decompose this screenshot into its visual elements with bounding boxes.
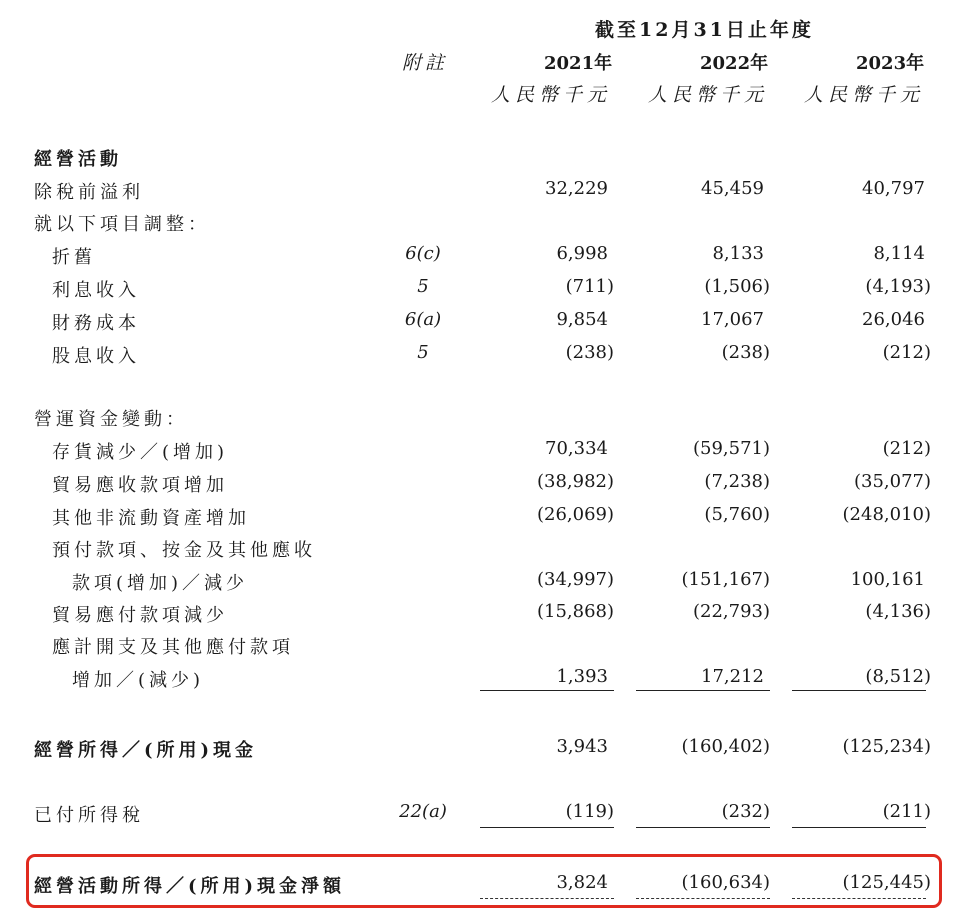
- row-label: 經營所得／(所用)現金: [34, 740, 258, 761]
- value-cell-2023: (211): [882, 801, 931, 822]
- row-label: 股息收入: [52, 346, 140, 367]
- unit-label-2021: 人民幣千元: [491, 84, 612, 106]
- value-cell-2021: 6,998: [556, 243, 608, 264]
- row-label: 貿易應收款項增加: [52, 475, 228, 496]
- unit-label-2022: 人民幣千元: [648, 84, 769, 106]
- value-cell-2022: (160,402): [681, 736, 770, 757]
- row-label: 折舊: [52, 247, 96, 268]
- year-header-2021: 2021年: [544, 53, 613, 74]
- row-label: 增加／(減少): [72, 670, 205, 691]
- subtotal-rule-2022-a: [636, 690, 770, 691]
- row-note: 6(a): [404, 309, 442, 330]
- row-label: 預付款項、按金及其他應收: [52, 540, 316, 561]
- value-cell-2022: 17,212: [701, 666, 764, 687]
- value-cell-2023: (4,136): [865, 601, 931, 622]
- row-label: 已付所得稅: [34, 805, 144, 826]
- value-cell-2021: (26,069): [536, 504, 614, 525]
- row-note: 5: [417, 342, 429, 363]
- row-label: 應計開支及其他應付款項: [52, 637, 294, 658]
- value-cell-2022: (232): [721, 801, 770, 822]
- row-label: 存貨減少／(增加): [52, 442, 229, 463]
- unit-label-2023: 人民幣千元: [804, 84, 925, 106]
- value-cell-2023: (4,193): [865, 276, 931, 297]
- value-cell-2022: (160,634): [681, 872, 770, 893]
- value-cell-2023: (212): [882, 438, 931, 459]
- value-cell-2023: (212): [882, 342, 931, 363]
- value-cell-2023: (35,077): [853, 471, 931, 492]
- value-cell-2021: 70,334: [545, 438, 608, 459]
- value-cell-2022: (22,793): [692, 601, 770, 622]
- value-cell-2022: 45,459: [701, 178, 764, 199]
- value-cell-2022: 17,067: [701, 309, 764, 330]
- value-cell-2023: 8,114: [873, 243, 925, 264]
- row-note: 5: [417, 276, 429, 297]
- value-cell-2021: 32,229: [545, 178, 608, 199]
- value-cell-2022: (151,167): [681, 569, 770, 590]
- value-cell-2022: (5,760): [704, 504, 770, 525]
- period-header: 截至12月31日止年度: [595, 19, 814, 41]
- row-label: 款項(增加)／減少: [72, 573, 249, 594]
- value-cell-2022: (238): [721, 342, 770, 363]
- row-label: 貿易應付款項減少: [52, 605, 228, 626]
- year-header-2022: 2022年: [700, 53, 769, 74]
- value-cell-2021: (34,997): [536, 569, 614, 590]
- row-note: 22(a): [399, 801, 447, 822]
- row-label: 其他非流動資產增加: [52, 508, 250, 529]
- subtotal-rule-2023-a: [792, 690, 926, 691]
- value-cell-2023: 26,046: [862, 309, 925, 330]
- value-cell-2021: (15,868): [536, 601, 614, 622]
- value-cell-2023: 40,797: [862, 178, 925, 199]
- value-cell-2021: (38,982): [536, 471, 614, 492]
- value-cell-2023: 100,161: [850, 569, 925, 590]
- subtotal-rule-2021-b: [480, 827, 614, 828]
- value-cell-2023: (125,445): [842, 872, 931, 893]
- row-label: 財務成本: [52, 313, 140, 334]
- row-label: 除稅前溢利: [34, 182, 144, 203]
- row-label: 經營活動: [34, 149, 122, 170]
- value-cell-2022: (7,238): [704, 471, 770, 492]
- value-cell-2021: 1,393: [556, 666, 608, 687]
- row-label: 經營活動所得／(所用)現金淨額: [34, 876, 346, 897]
- value-cell-2022: (59,571): [692, 438, 770, 459]
- note-column-header: 附註: [402, 52, 449, 74]
- subtotal-rule-2022-b: [636, 827, 770, 828]
- net-cash-highlight-box: [26, 854, 942, 908]
- row-label: 營運資金變動：: [34, 409, 188, 430]
- value-cell-2023: (8,512): [865, 666, 931, 687]
- value-cell-2022: (1,506): [704, 276, 770, 297]
- value-cell-2021: 3,943: [556, 736, 608, 757]
- year-header-2023: 2023年: [856, 53, 925, 74]
- value-cell-2021: (238): [565, 342, 614, 363]
- row-label: 利息收入: [52, 280, 140, 301]
- row-note: 6(c): [405, 243, 441, 264]
- value-cell-2021: 3,824: [556, 872, 608, 893]
- row-label: 就以下項目調整：: [34, 214, 210, 235]
- value-cell-2023: (248,010): [842, 504, 931, 525]
- value-cell-2021: (119): [565, 801, 614, 822]
- value-cell-2021: (711): [565, 276, 614, 297]
- subtotal-rule-2021-a: [480, 690, 614, 691]
- value-cell-2022: 8,133: [712, 243, 764, 264]
- value-cell-2023: (125,234): [842, 736, 931, 757]
- subtotal-rule-2023-b: [792, 827, 926, 828]
- value-cell-2021: 9,854: [556, 309, 608, 330]
